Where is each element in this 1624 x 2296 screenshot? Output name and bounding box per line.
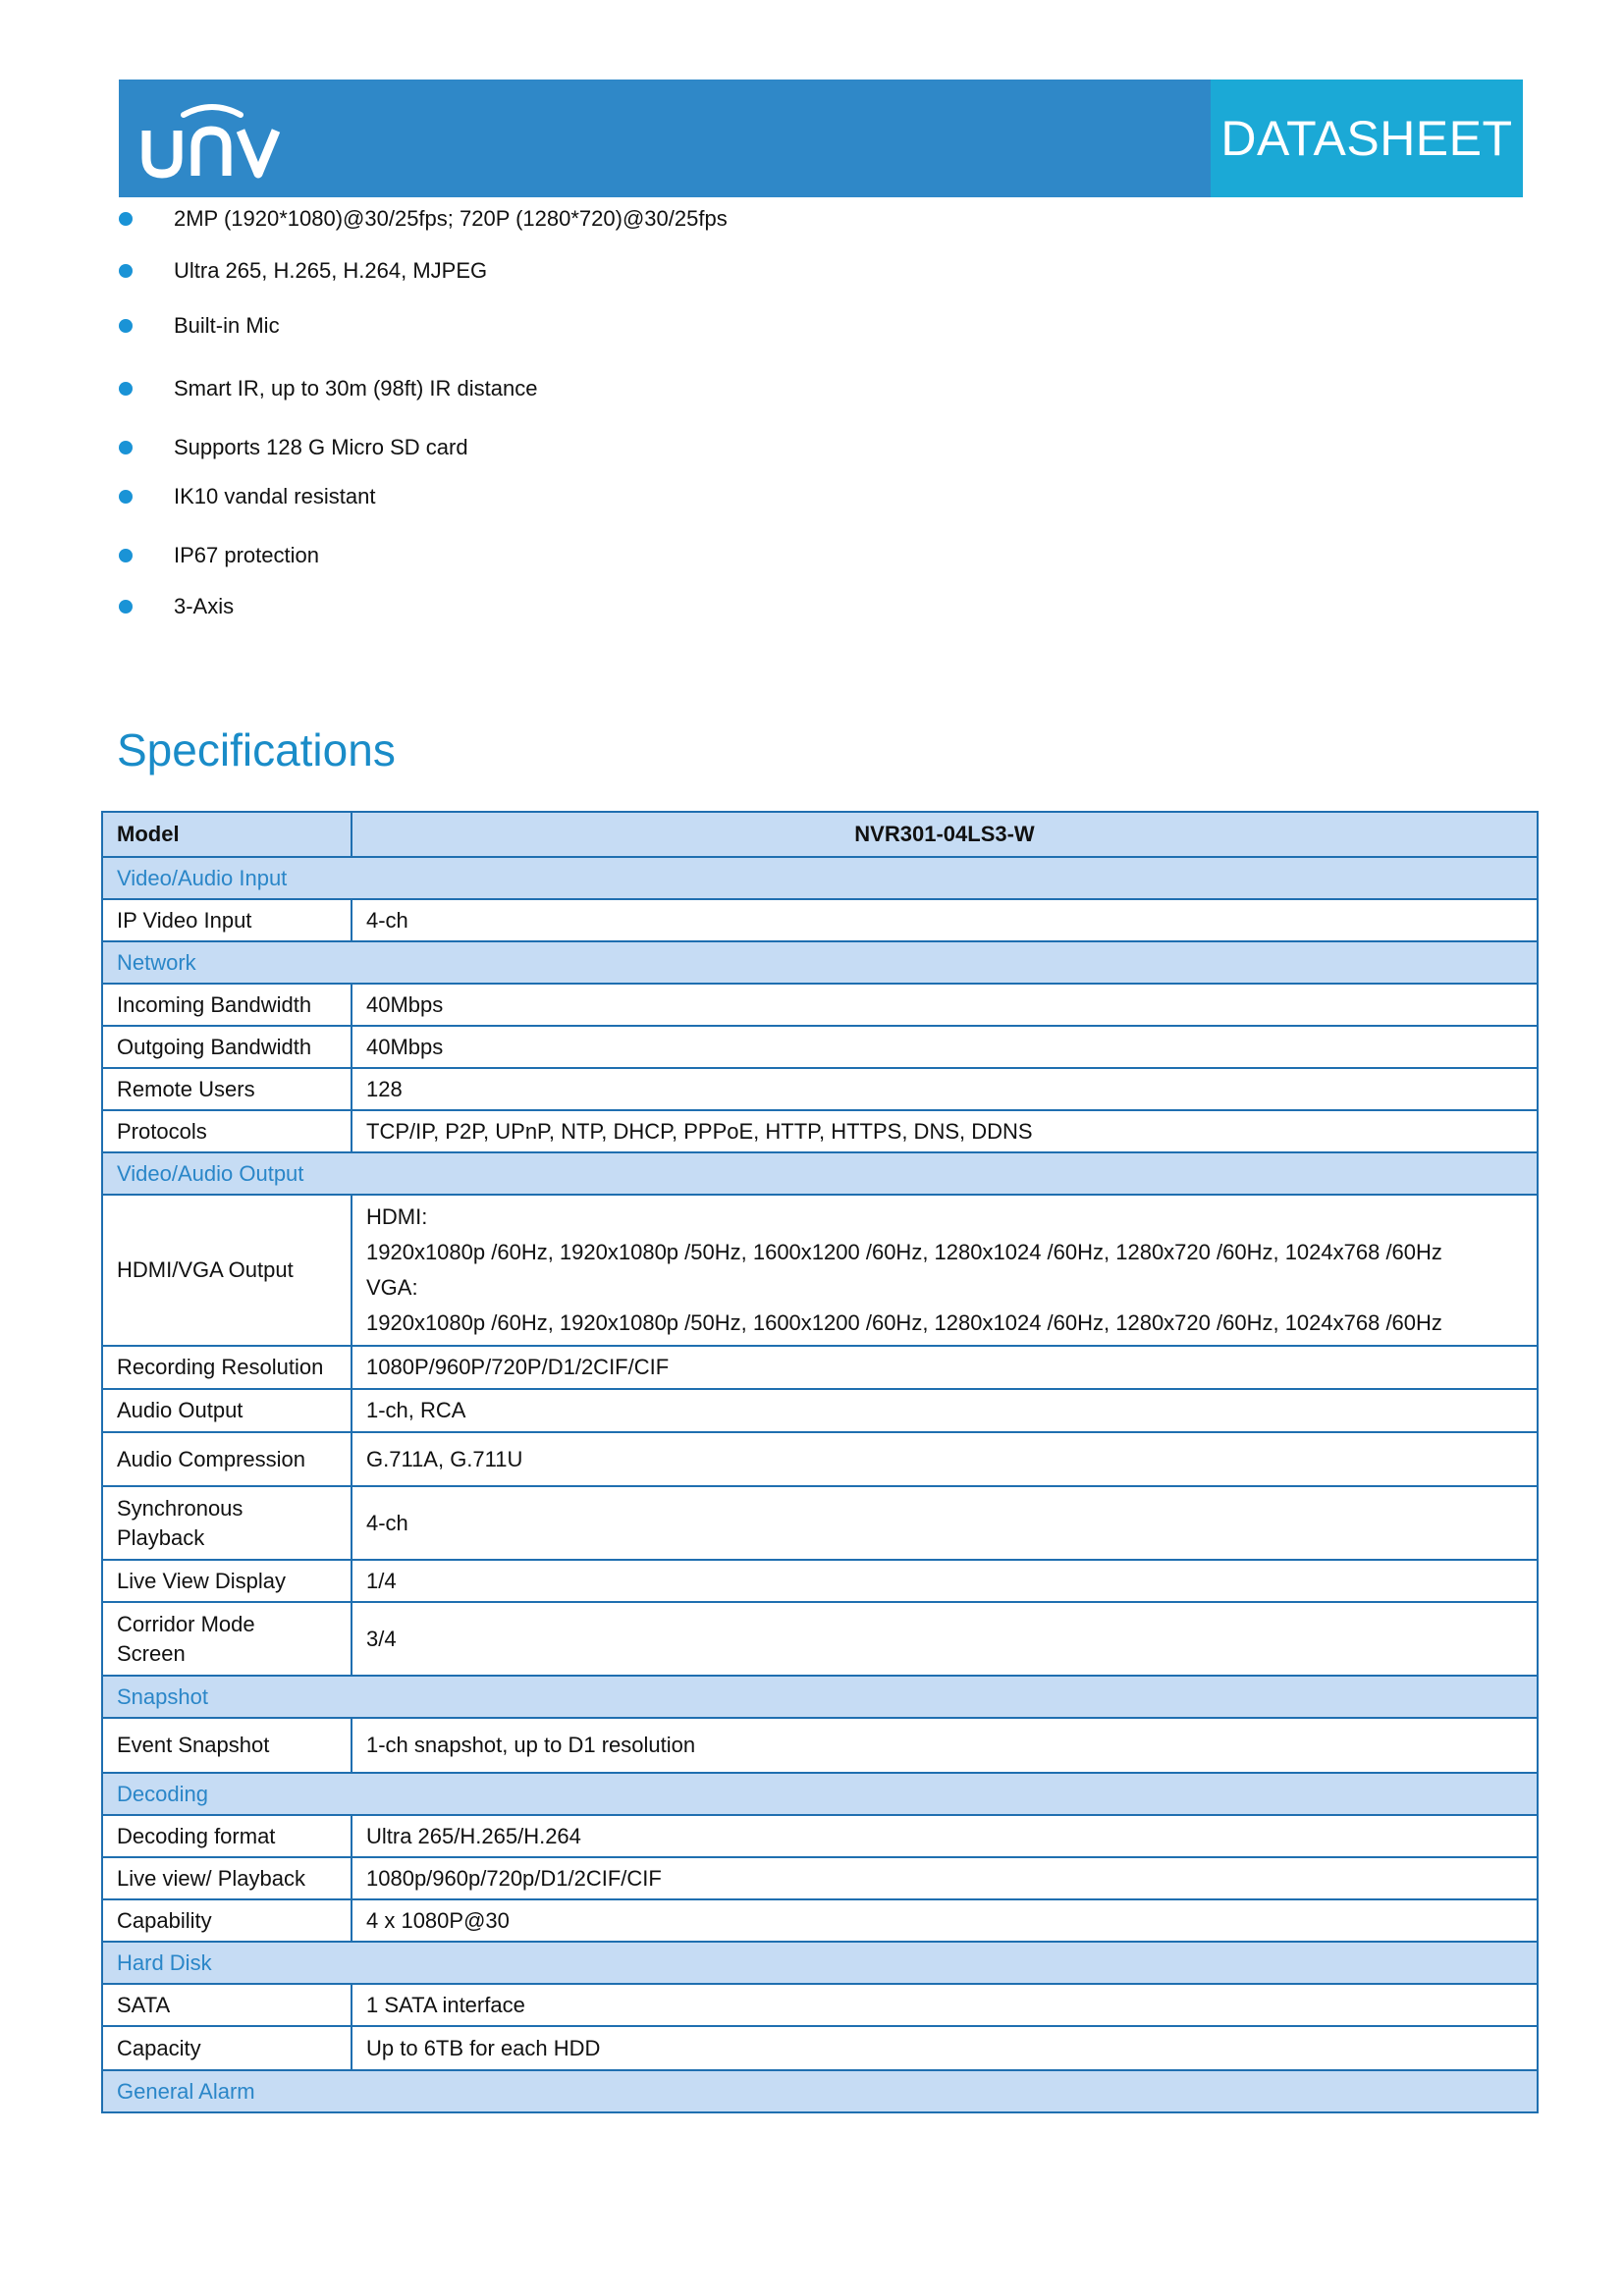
bullet-icon [119, 212, 133, 226]
table-row [102, 1857, 1538, 1899]
row-label: IP Video Input [102, 899, 352, 941]
row-label: Outgoing Bandwidth [102, 1026, 352, 1068]
table-row [102, 1602, 1538, 1676]
section-label: Snapshot [102, 1676, 1538, 1718]
row-label: Capability [102, 1899, 352, 1942]
table-row [102, 1815, 1538, 1857]
bullet-icon [119, 319, 133, 333]
specifications-table [101, 811, 1539, 2113]
vga-label: VGA: [366, 1275, 418, 1300]
feature-text: Built-in Mic [174, 313, 280, 338]
bullet-icon [119, 264, 133, 278]
table-row [102, 1346, 1538, 1389]
bullet-icon [119, 600, 133, 614]
feature-text: 3-Axis [174, 594, 235, 618]
feature-text: IP67 protection [174, 543, 319, 567]
model-label: Model [102, 812, 352, 857]
row-value: 128 [352, 1068, 1538, 1110]
section-label: Network [102, 941, 1538, 984]
feature-item [119, 433, 468, 462]
table-row [102, 984, 1538, 1026]
datasheet-badge [1211, 80, 1523, 197]
row-label: Live View Display [102, 1560, 352, 1602]
row-value: 3/4 [352, 1602, 1538, 1676]
table-row [102, 1984, 1538, 2026]
row-label-line: Synchronous [117, 1495, 244, 1521]
row-label-line: Corridor Mode [117, 1611, 255, 1636]
table-row [102, 1068, 1538, 1110]
row-value: 4 x 1080P@30 [352, 1899, 1538, 1942]
section-row-video-audio-input [102, 857, 1538, 899]
section-row-network [102, 941, 1538, 984]
datasheet-badge-label: DATASHEET [1220, 111, 1513, 166]
section-label: Video/Audio Input [102, 857, 1538, 899]
section-row-snapshot [102, 1676, 1538, 1718]
table-row [102, 1486, 1538, 1560]
row-label: Audio Compression [102, 1432, 352, 1486]
section-row-hard-disk [102, 1942, 1538, 1984]
row-value: 4-ch [352, 899, 1538, 941]
row-value: 1 SATA interface [352, 1984, 1538, 2026]
header-banner [119, 80, 1523, 197]
feature-item [119, 592, 234, 621]
section-label: Hard Disk [102, 1942, 1538, 1984]
row-label: Capacity [102, 2026, 352, 2070]
bullet-icon [119, 441, 133, 454]
row-label: Live view/ Playback [102, 1857, 352, 1899]
table-header-row [102, 812, 1538, 857]
unv-logo [140, 101, 284, 180]
row-label-multiline [102, 1602, 352, 1676]
row-label: HDMI/VGA Output [102, 1195, 352, 1346]
row-label: Remote Users [102, 1068, 352, 1110]
feature-item [119, 204, 728, 234]
row-label-multiline [102, 1486, 352, 1560]
feature-item [119, 482, 375, 511]
row-value: 1-ch, RCA [352, 1389, 1538, 1432]
row-label: Event Snapshot [102, 1718, 352, 1773]
table-row [102, 1899, 1538, 1942]
section-label: Video/Audio Output [102, 1152, 1538, 1195]
row-label: Audio Output [102, 1389, 352, 1432]
hdmi-resolutions: 1920x1080p /60Hz, 1920x1080p /50Hz, 1600x1200 /60Hz, 1280x1024 /60Hz, 1280x720 /60Hz, 1024x768 /60Hz [366, 1240, 1442, 1264]
banner-brand-area [119, 80, 1211, 197]
row-value-multiline [352, 1195, 1538, 1346]
table-row [102, 1718, 1538, 1773]
row-label: Protocols [102, 1110, 352, 1152]
table-row [102, 1560, 1538, 1602]
feature-text: Supports 128 G Micro SD card [174, 435, 468, 459]
table-row [102, 1389, 1538, 1432]
row-value: 40Mbps [352, 984, 1538, 1026]
row-label: Recording Resolution [102, 1346, 352, 1389]
section-row-decoding [102, 1773, 1538, 1815]
section-row-video-audio-output [102, 1152, 1538, 1195]
row-value: 4-ch [352, 1486, 1538, 1560]
row-label: SATA [102, 1984, 352, 2026]
feature-text: IK10 vandal resistant [174, 484, 376, 508]
feature-text: Ultra 265, H.265, H.264, MJPEG [174, 258, 488, 283]
row-label-line: Playback [117, 1524, 205, 1550]
row-value: 1080P/960P/720P/D1/2CIF/CIF [352, 1346, 1538, 1389]
specifications-heading: Specifications [117, 724, 396, 775]
row-value: 1-ch snapshot, up to D1 resolution [352, 1718, 1538, 1773]
feature-item [119, 256, 487, 286]
hdmi-label: HDMI: [366, 1204, 428, 1229]
row-value: G.711A, G.711U [352, 1432, 1538, 1486]
feature-text: Smart IR, up to 30m (98ft) IR distance [174, 376, 538, 400]
table-row [102, 1026, 1538, 1068]
row-value: Up to 6TB for each HDD [352, 2026, 1538, 2070]
table-row [102, 1432, 1538, 1486]
feature-item [119, 374, 537, 403]
section-label: General Alarm [102, 2070, 1538, 2112]
table-row [102, 2026, 1538, 2070]
feature-item [119, 541, 319, 570]
row-label-line: Screen [117, 1640, 186, 1666]
feature-text: 2MP (1920*1080)@30/25fps; 720P (1280*720)@30/25fps [174, 206, 728, 231]
section-label: Decoding [102, 1773, 1538, 1815]
table-row [102, 899, 1538, 941]
table-row [102, 1195, 1538, 1346]
row-value: 1080p/960p/720p/D1/2CIF/CIF [352, 1857, 1538, 1899]
row-value: 40Mbps [352, 1026, 1538, 1068]
feature-item [119, 311, 280, 341]
model-value: NVR301-04LS3-W [352, 812, 1538, 857]
table-row [102, 1110, 1538, 1152]
row-value: Ultra 265/H.265/H.264 [352, 1815, 1538, 1857]
row-value: TCP/IP, P2P, UPnP, NTP, DHCP, PPPoE, HTTP, HTTPS, DNS, DDNS [352, 1110, 1538, 1152]
vga-resolutions: 1920x1080p /60Hz, 1920x1080p /50Hz, 1600x1200 /60Hz, 1280x1024 /60Hz, 1280x720 /60Hz, 1024x768 /60Hz [366, 1310, 1442, 1335]
bullet-icon [119, 382, 133, 396]
row-label: Decoding format [102, 1815, 352, 1857]
bullet-icon [119, 490, 133, 504]
row-value: 1/4 [352, 1560, 1538, 1602]
section-row-general-alarm [102, 2070, 1538, 2112]
row-label: Incoming Bandwidth [102, 984, 352, 1026]
bullet-icon [119, 549, 133, 562]
